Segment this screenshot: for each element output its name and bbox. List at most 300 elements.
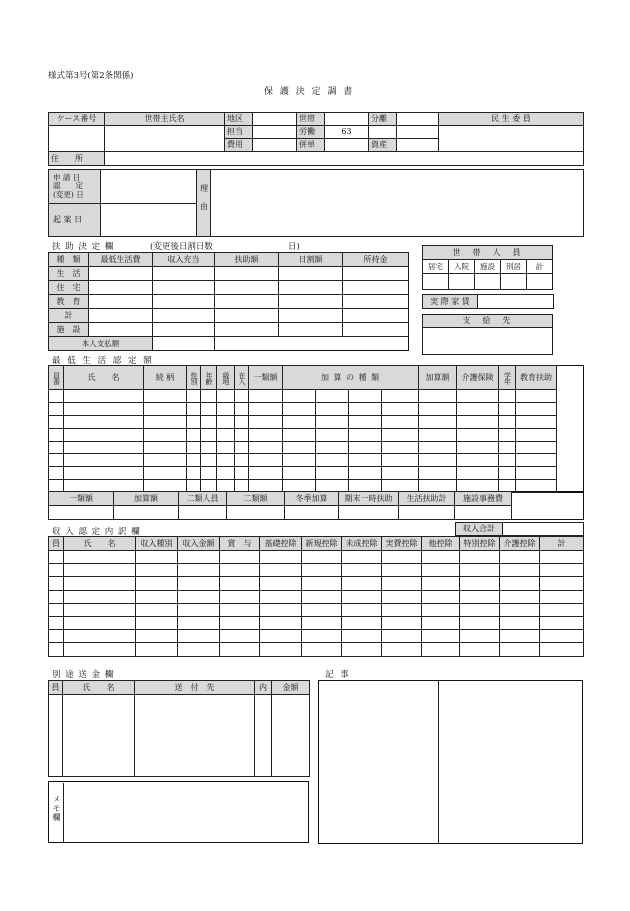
saitei-cell[interactable] xyxy=(49,454,64,467)
shunyu-cell[interactable] xyxy=(540,590,584,603)
shunyu-cell[interactable] xyxy=(540,630,584,643)
fujo-cell[interactable] xyxy=(89,267,153,281)
saitei-cell[interactable] xyxy=(49,428,64,441)
shunyu-cell[interactable] xyxy=(422,616,460,629)
saitei-cell[interactable] xyxy=(249,441,283,454)
saitei-cell[interactable] xyxy=(382,390,419,403)
saitei-cell[interactable] xyxy=(249,402,283,415)
fujo-cell[interactable] xyxy=(153,267,215,281)
shunyu-cell[interactable] xyxy=(422,643,460,656)
saitei-cell[interactable] xyxy=(419,441,457,454)
saitei-cell[interactable] xyxy=(187,467,201,480)
shunyu-cell[interactable] xyxy=(500,590,540,603)
saitei-cell[interactable] xyxy=(187,454,201,467)
kiji-divider xyxy=(438,680,439,844)
shunyu-cell[interactable] xyxy=(220,630,260,643)
saitei-cell[interactable] xyxy=(516,428,557,441)
saitei-cell[interactable] xyxy=(144,428,187,441)
setai-value[interactable] xyxy=(325,113,369,126)
hiyo-value[interactable] xyxy=(253,139,297,152)
shunyu-cell[interactable] xyxy=(64,616,136,629)
footer-cell[interactable] xyxy=(114,506,179,520)
saitei-cell[interactable] xyxy=(419,454,457,467)
shunyu-cell[interactable] xyxy=(500,564,540,577)
shunyu-cell[interactable] xyxy=(422,577,460,590)
shunyu-cell[interactable] xyxy=(302,577,342,590)
saitei-cell[interactable] xyxy=(49,467,64,480)
footer-nirui: 二類額 xyxy=(227,492,285,506)
saitei-cell xyxy=(557,467,584,480)
saitei-cell[interactable] xyxy=(217,441,235,454)
shunyu-cell[interactable] xyxy=(220,616,260,629)
saitei-cell[interactable] xyxy=(283,402,316,415)
fujo-henko-note: (変更後日割日数 xyxy=(150,242,213,252)
shunyu-cell[interactable] xyxy=(500,643,540,656)
shunyu-cell[interactable] xyxy=(220,643,260,656)
shunyu-cell[interactable] xyxy=(49,603,64,616)
case-no-value[interactable] xyxy=(49,126,105,152)
shunyu-cell[interactable] xyxy=(260,590,302,603)
yachin-value[interactable] xyxy=(478,295,554,309)
shunyu-cell[interactable] xyxy=(178,616,220,629)
shunyu-cell[interactable] xyxy=(302,590,342,603)
saitei-col-kasan-type: 加 算 の 種 類 xyxy=(283,366,419,390)
saitei-cell[interactable] xyxy=(516,415,557,428)
saitei-cell[interactable] xyxy=(499,454,516,467)
fujo-cell[interactable] xyxy=(343,281,409,295)
saitei-cell[interactable] xyxy=(201,415,217,428)
fujo-cell[interactable] xyxy=(89,323,153,337)
saitei-cell[interactable] xyxy=(64,441,144,454)
shunyu-cell[interactable] xyxy=(540,551,584,564)
minsei-value[interactable] xyxy=(439,126,584,152)
shunyu-cell[interactable] xyxy=(302,630,342,643)
shunyu-cell[interactable] xyxy=(178,551,220,564)
shunyu-total-value[interactable] xyxy=(503,523,584,536)
fujo-cell[interactable] xyxy=(279,295,343,309)
shunyu-cell[interactable] xyxy=(460,603,500,616)
saitei-cell[interactable] xyxy=(457,467,499,480)
memo-box[interactable] xyxy=(48,781,309,843)
saitei-cell[interactable] xyxy=(249,454,283,467)
shunyu-cell[interactable] xyxy=(540,577,584,590)
shunyu-cell[interactable] xyxy=(460,643,500,656)
shunyu-cell[interactable] xyxy=(220,590,260,603)
kian-label: 起 案 日 xyxy=(49,204,101,237)
saitei-cell[interactable] xyxy=(316,402,349,415)
riyu-value[interactable] xyxy=(211,170,584,237)
saitei-cell[interactable] xyxy=(64,402,144,415)
saitei-cell[interactable] xyxy=(144,467,187,480)
saitei-cell[interactable] xyxy=(382,467,419,480)
jinin-cell[interactable] xyxy=(501,274,527,290)
betto-cell[interactable] xyxy=(255,695,272,777)
shunyu-cell[interactable] xyxy=(260,551,302,564)
district-value[interactable] xyxy=(253,113,297,126)
shunyu-cell[interactable] xyxy=(342,577,382,590)
saitei-cell[interactable] xyxy=(499,467,516,480)
saitei-cell[interactable] xyxy=(217,428,235,441)
shunyu-cell[interactable] xyxy=(64,643,136,656)
shunyu-cell[interactable] xyxy=(136,603,178,616)
saitei-cell[interactable] xyxy=(316,428,349,441)
saitei-cell[interactable] xyxy=(349,467,382,480)
shunyu-cell[interactable] xyxy=(220,551,260,564)
saitei-cell[interactable] xyxy=(499,441,516,454)
shunyu-cell[interactable] xyxy=(342,603,382,616)
saitei-cell[interactable] xyxy=(516,402,557,415)
saitei-cell[interactable] xyxy=(499,415,516,428)
saitei-cell[interactable] xyxy=(144,402,187,415)
shunyu-cell[interactable] xyxy=(260,603,302,616)
footer-cell[interactable] xyxy=(179,506,227,520)
shikyusaki-value[interactable] xyxy=(423,328,553,355)
fujo-cell[interactable] xyxy=(279,323,343,337)
saitei-cell[interactable] xyxy=(457,441,499,454)
saitei-cell[interactable] xyxy=(499,390,516,403)
saitei-cell[interactable] xyxy=(516,390,557,403)
saitei-footer-table xyxy=(48,491,584,520)
saitei-cell[interactable] xyxy=(457,454,499,467)
shunyu-cell[interactable] xyxy=(382,603,422,616)
shunyu-cell[interactable] xyxy=(342,616,382,629)
saitei-cell[interactable] xyxy=(49,402,64,415)
shunyu-cell[interactable] xyxy=(220,577,260,590)
saitei-cell[interactable] xyxy=(64,415,144,428)
shunyu-cell[interactable] xyxy=(49,590,64,603)
shunyu-cell[interactable] xyxy=(460,577,500,590)
saitei-cell[interactable] xyxy=(419,390,457,403)
saitei-cell[interactable] xyxy=(235,415,249,428)
shisan-value[interactable] xyxy=(397,139,439,152)
tanto-label: 担当 xyxy=(225,126,253,139)
saitei-cell[interactable] xyxy=(382,415,419,428)
saitei-cell[interactable] xyxy=(49,390,64,403)
saitei-cell[interactable] xyxy=(144,454,187,467)
saitei-cell[interactable] xyxy=(217,415,235,428)
kiji-box[interactable] xyxy=(318,680,583,844)
saitei-cell[interactable] xyxy=(187,390,201,403)
footer-cell[interactable] xyxy=(227,506,285,520)
kian-value[interactable] xyxy=(101,204,197,237)
jinin-cell[interactable] xyxy=(449,274,475,290)
shunyu-cell[interactable] xyxy=(342,551,382,564)
shunyu-cell[interactable] xyxy=(178,590,220,603)
betto-cell[interactable] xyxy=(63,695,135,777)
saitei-cell[interactable] xyxy=(283,454,316,467)
shunyu-cell[interactable] xyxy=(302,603,342,616)
saitei-cell[interactable] xyxy=(419,415,457,428)
saitei-cell[interactable] xyxy=(349,454,382,467)
fujo-cell[interactable] xyxy=(215,295,279,309)
shinsei-value[interactable] xyxy=(101,170,197,204)
shunyu-cell[interactable] xyxy=(422,630,460,643)
saitei-cell[interactable] xyxy=(49,415,64,428)
fujo-cell[interactable] xyxy=(343,323,409,337)
shunyu-cell[interactable] xyxy=(136,616,178,629)
saitei-cell[interactable] xyxy=(187,441,201,454)
saitei-cell[interactable] xyxy=(316,454,349,467)
shunyu-cell[interactable] xyxy=(500,603,540,616)
saitei-cell[interactable] xyxy=(201,428,217,441)
fujo-cell[interactable] xyxy=(153,323,215,337)
saitei-cell[interactable] xyxy=(382,428,419,441)
fujo-row-kei: 計 xyxy=(49,309,89,323)
shunyu-cell[interactable] xyxy=(64,590,136,603)
saitei-cell[interactable] xyxy=(64,467,144,480)
shunyu-cell[interactable] xyxy=(260,564,302,577)
betto-col-name: 氏 名 xyxy=(63,681,135,695)
shunyu-cell[interactable] xyxy=(136,590,178,603)
shunyu-cell[interactable] xyxy=(500,630,540,643)
saitei-cell[interactable] xyxy=(419,428,457,441)
footer-cell[interactable] xyxy=(455,506,512,520)
saitei-cell[interactable] xyxy=(144,441,187,454)
shunyu-cell[interactable] xyxy=(64,564,136,577)
betto-cell[interactable] xyxy=(135,695,255,777)
rodo-value[interactable]: 63 xyxy=(325,126,369,139)
footer-cell[interactable] xyxy=(339,506,399,520)
fujo-cell[interactable] xyxy=(279,267,343,281)
shunyu-cell[interactable] xyxy=(540,564,584,577)
fujo-cell[interactable] xyxy=(343,309,409,323)
shunyu-cell[interactable] xyxy=(460,564,500,577)
shunyu-cell[interactable] xyxy=(178,577,220,590)
fujo-cell[interactable] xyxy=(343,267,409,281)
shunyu-cell[interactable] xyxy=(500,616,540,629)
shunyu-cell[interactable] xyxy=(178,603,220,616)
saitei-cell[interactable] xyxy=(235,390,249,403)
shunyu-cell[interactable] xyxy=(49,564,64,577)
shunyu-cell[interactable] xyxy=(382,590,422,603)
fujo-cell[interactable] xyxy=(89,309,153,323)
shunyu-cell[interactable] xyxy=(302,551,342,564)
saitei-cell[interactable] xyxy=(49,441,64,454)
shunyu-cell[interactable] xyxy=(422,590,460,603)
saitei-cell[interactable] xyxy=(249,428,283,441)
shunyu-cell[interactable] xyxy=(342,590,382,603)
shunyu-cell[interactable] xyxy=(302,616,342,629)
saitei-cell[interactable] xyxy=(283,467,316,480)
saitei-cell[interactable] xyxy=(64,428,144,441)
shunyu-cell[interactable] xyxy=(342,643,382,656)
betto-cell[interactable] xyxy=(49,695,63,777)
saitei-cell[interactable] xyxy=(201,402,217,415)
shunyu-cell[interactable] xyxy=(178,564,220,577)
shunyu-cell[interactable] xyxy=(460,590,500,603)
fujo-cell[interactable] xyxy=(153,309,215,323)
shunyu-cell[interactable] xyxy=(382,577,422,590)
saitei-cell[interactable] xyxy=(187,402,201,415)
shunyu-cell[interactable] xyxy=(302,564,342,577)
fujo-cell[interactable] xyxy=(215,323,279,337)
shunyu-cell[interactable] xyxy=(260,630,302,643)
saitei-cell[interactable] xyxy=(144,415,187,428)
fujo-cell[interactable] xyxy=(153,281,215,295)
saitei-cell[interactable] xyxy=(457,402,499,415)
jinin-col-kyotaku: 居宅 xyxy=(423,260,449,274)
saitei-cell[interactable] xyxy=(235,428,249,441)
saitei-cell[interactable] xyxy=(516,441,557,454)
fujo-cell[interactable] xyxy=(153,295,215,309)
shunyu-cell[interactable] xyxy=(178,643,220,656)
shunyu-cell[interactable] xyxy=(64,603,136,616)
saitei-cell[interactable] xyxy=(187,428,201,441)
shunyu-cell[interactable] xyxy=(460,630,500,643)
shunyu-cell[interactable] xyxy=(136,551,178,564)
shunyu-cell[interactable] xyxy=(422,603,460,616)
shunyu-col-kei: 計 xyxy=(540,537,584,551)
shunyu-cell[interactable] xyxy=(342,630,382,643)
saitei-cell[interactable] xyxy=(235,402,249,415)
saitei-cell[interactable] xyxy=(249,415,283,428)
saitei-cell[interactable] xyxy=(283,415,316,428)
saitei-cell[interactable] xyxy=(201,454,217,467)
saitei-cell[interactable] xyxy=(349,415,382,428)
saitei-cell[interactable] xyxy=(499,402,516,415)
saitei-cell[interactable] xyxy=(283,441,316,454)
shunyu-cell[interactable] xyxy=(178,630,220,643)
saitei-cell[interactable] xyxy=(144,390,187,403)
saitei-cell[interactable] xyxy=(201,467,217,480)
case-table xyxy=(48,112,584,166)
saitei-cell[interactable] xyxy=(201,441,217,454)
saitei-cell[interactable] xyxy=(316,415,349,428)
saitei-cell[interactable] xyxy=(217,454,235,467)
fujo-cell[interactable] xyxy=(215,281,279,295)
fujo-cell[interactable] xyxy=(89,295,153,309)
saitei-cell[interactable] xyxy=(316,390,349,403)
saitei-cell[interactable] xyxy=(187,415,201,428)
shunyu-cell[interactable] xyxy=(64,630,136,643)
saitei-cell[interactable] xyxy=(201,390,217,403)
shunyu-cell[interactable] xyxy=(136,564,178,577)
fujo-cell[interactable] xyxy=(279,309,343,323)
jinin-cell[interactable] xyxy=(423,274,449,290)
footer-cell[interactable] xyxy=(49,506,114,520)
shunyu-cell[interactable] xyxy=(260,577,302,590)
shunyu-cell[interactable] xyxy=(64,551,136,564)
saitei-cell[interactable] xyxy=(316,467,349,480)
shunyu-cell[interactable] xyxy=(136,577,178,590)
shisan-label: 資産 xyxy=(369,139,397,152)
shunyu-cell[interactable] xyxy=(260,616,302,629)
jinin-cell[interactable] xyxy=(475,274,501,290)
saitei-cell[interactable] xyxy=(283,390,316,403)
saitei-cell[interactable] xyxy=(249,390,283,403)
saitei-cell[interactable] xyxy=(235,467,249,480)
shunyu-cell[interactable] xyxy=(382,616,422,629)
betto-cell[interactable] xyxy=(272,695,310,777)
saitei-cell[interactable] xyxy=(457,415,499,428)
shunyu-cell[interactable] xyxy=(460,551,500,564)
tanto-value[interactable] xyxy=(253,126,297,139)
saitei-cell[interactable] xyxy=(217,467,235,480)
fujo-cell[interactable] xyxy=(89,281,153,295)
saitei-cell[interactable] xyxy=(516,467,557,480)
shunyu-cell[interactable] xyxy=(49,551,64,564)
saitei-cell[interactable] xyxy=(349,441,382,454)
saitei-cell[interactable] xyxy=(349,402,382,415)
footer-cell[interactable] xyxy=(399,506,455,520)
saitei-cell[interactable] xyxy=(419,467,457,480)
saitei-cell[interactable] xyxy=(64,390,144,403)
saitei-cell[interactable] xyxy=(382,402,419,415)
fujo-cell[interactable] xyxy=(215,309,279,323)
shunyu-cell[interactable] xyxy=(220,564,260,577)
footer-toki: 冬季加算 xyxy=(285,492,339,506)
fujo-cell[interactable] xyxy=(215,267,279,281)
saitei-col-kyoiku: 教育扶助 xyxy=(516,366,557,390)
bunrui-value[interactable] xyxy=(397,113,439,126)
shunyu-cell[interactable] xyxy=(49,630,64,643)
heitan-value[interactable] xyxy=(325,139,369,152)
saitei-cell[interactable] xyxy=(457,428,499,441)
heitan-label: 併単 xyxy=(297,139,325,152)
shunyu-cell[interactable] xyxy=(136,643,178,656)
shunyu-cell[interactable] xyxy=(49,577,64,590)
saitei-cell[interactable] xyxy=(382,441,419,454)
shunyu-cell[interactable] xyxy=(342,564,382,577)
saitei-cell[interactable] xyxy=(249,467,283,480)
saitei-cell[interactable] xyxy=(349,390,382,403)
saitei-cell[interactable] xyxy=(499,428,516,441)
head-name-value[interactable] xyxy=(105,126,225,152)
shunyu-cell[interactable] xyxy=(460,616,500,629)
shunyu-cell[interactable] xyxy=(260,643,302,656)
shunyu-cell[interactable] xyxy=(422,564,460,577)
shunyu-cell[interactable] xyxy=(540,643,584,656)
yachin-label: 実 際 家 賃 xyxy=(423,295,478,309)
shunyu-cell[interactable] xyxy=(382,551,422,564)
shunyu-cell[interactable] xyxy=(49,643,64,656)
shunyu-cell[interactable] xyxy=(500,577,540,590)
saitei-cell[interactable] xyxy=(316,441,349,454)
rodo-label: 労働 xyxy=(297,126,325,139)
shunyu-cell[interactable] xyxy=(540,616,584,629)
footer-cell[interactable] xyxy=(285,506,339,520)
saitei-cell[interactable] xyxy=(382,454,419,467)
saitei-cell[interactable] xyxy=(516,454,557,467)
shunyu-cell[interactable] xyxy=(136,630,178,643)
shunyu-cell[interactable] xyxy=(64,577,136,590)
jinin-cell[interactable] xyxy=(527,274,553,290)
address-value[interactable] xyxy=(105,152,584,166)
shunyu-cell[interactable] xyxy=(382,643,422,656)
shunyu-cell[interactable] xyxy=(382,564,422,577)
saitei-cell[interactable] xyxy=(349,428,382,441)
saitei-cell[interactable] xyxy=(419,402,457,415)
shunyu-cell[interactable] xyxy=(382,630,422,643)
honnin-value[interactable] xyxy=(153,337,215,351)
saitei-cell[interactable] xyxy=(217,390,235,403)
saitei-cell[interactable] xyxy=(217,402,235,415)
fujo-cell[interactable] xyxy=(343,295,409,309)
shunyu-cell[interactable] xyxy=(49,616,64,629)
shunyu-cell[interactable] xyxy=(422,551,460,564)
saitei-cell[interactable] xyxy=(457,390,499,403)
saitei-cell[interactable] xyxy=(235,454,249,467)
shunyu-cell[interactable] xyxy=(500,551,540,564)
saitei-col-kaigo: 介護保険 xyxy=(457,366,499,390)
saitei-cell[interactable] xyxy=(283,428,316,441)
shunyu-cell[interactable] xyxy=(302,643,342,656)
shunyu-cell[interactable] xyxy=(540,603,584,616)
shunyu-cell[interactable] xyxy=(220,603,260,616)
saitei-cell[interactable] xyxy=(64,454,144,467)
saitei-cell[interactable] xyxy=(235,441,249,454)
fujo-cell[interactable] xyxy=(279,281,343,295)
